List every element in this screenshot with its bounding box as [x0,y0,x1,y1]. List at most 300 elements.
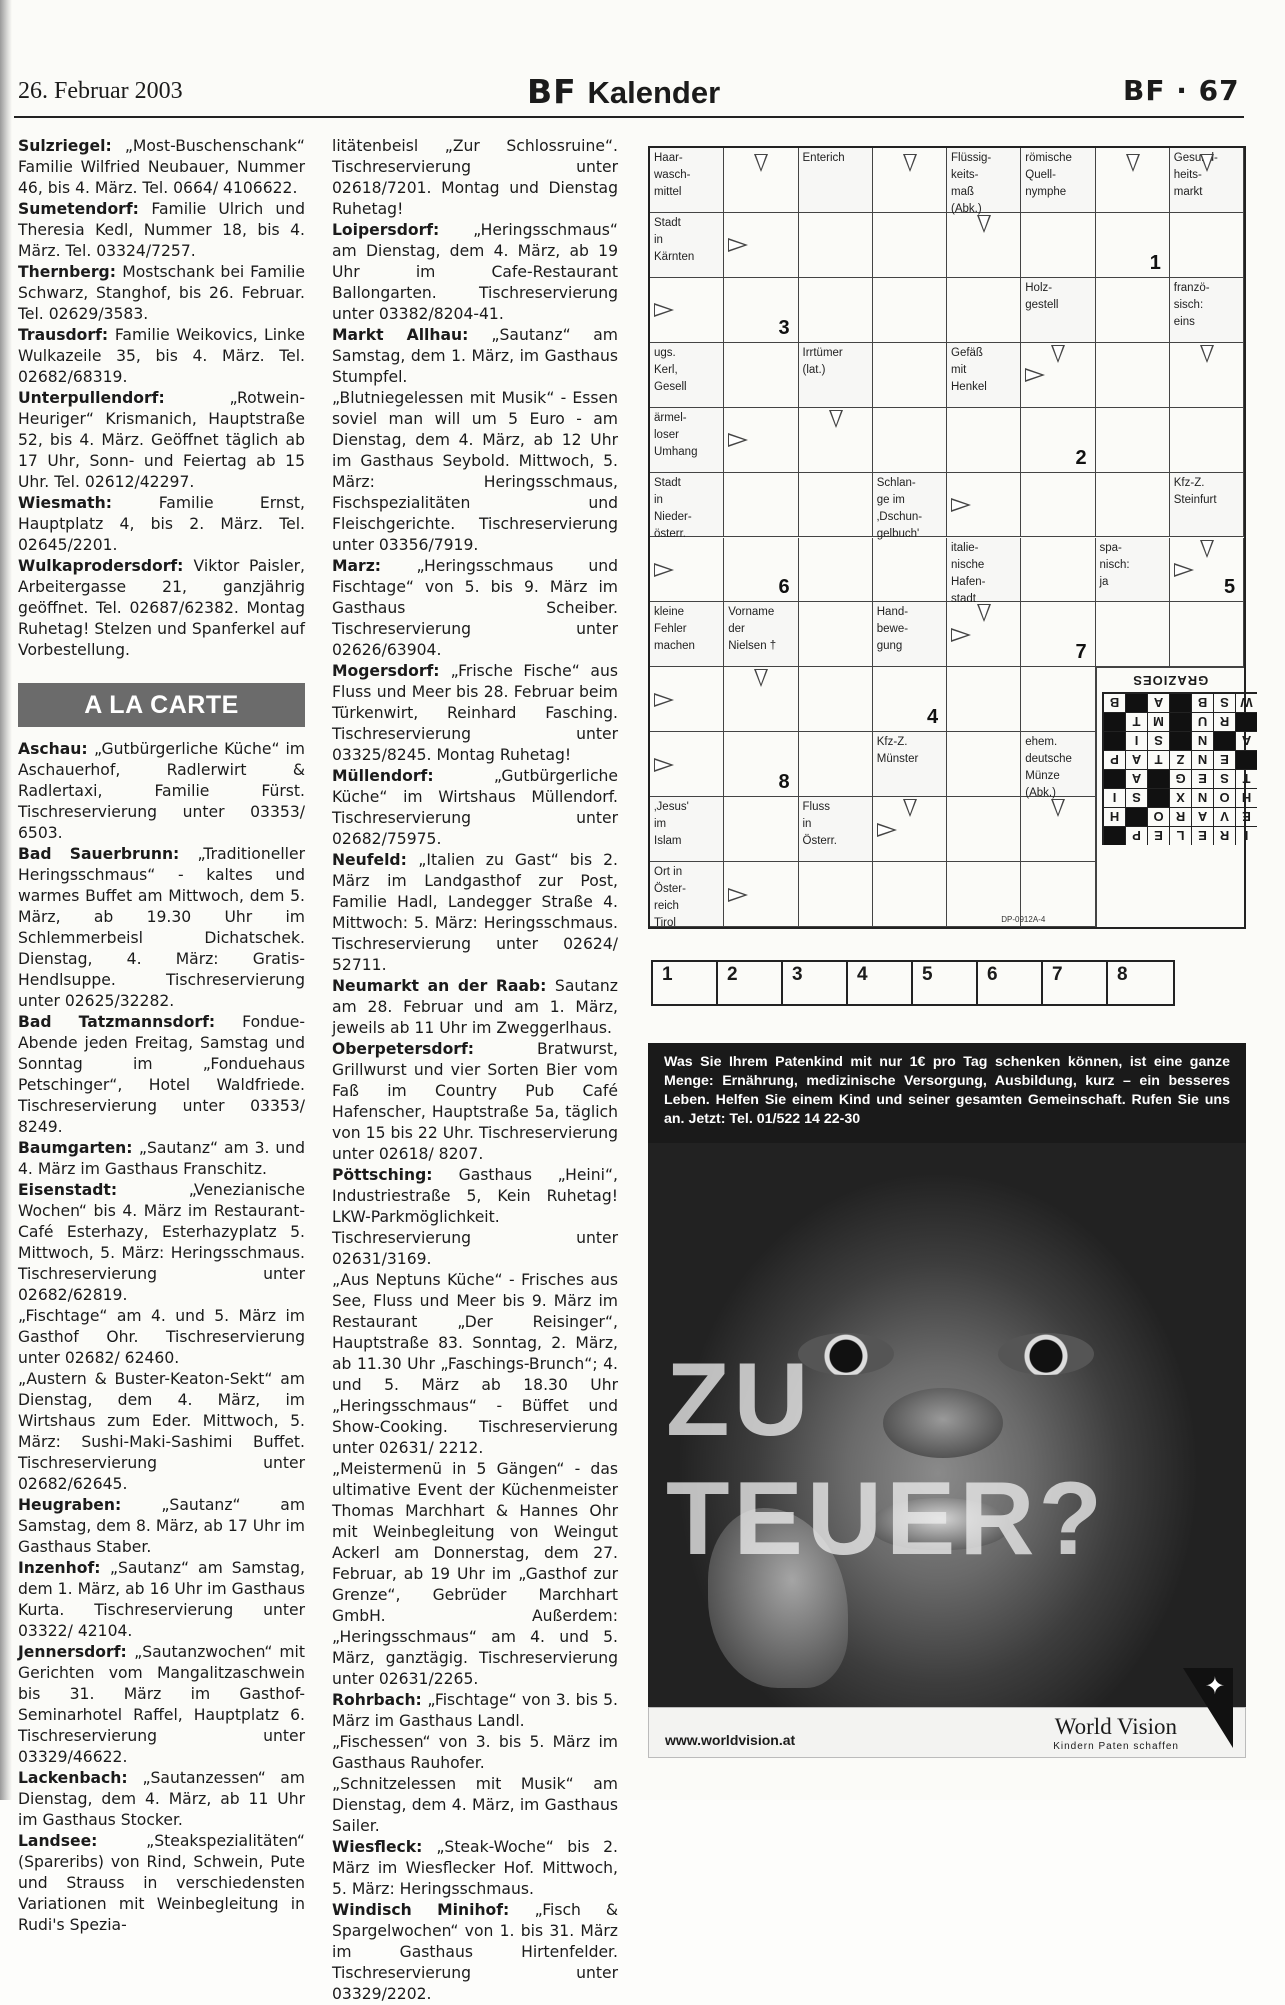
solution-box[interactable]: 5 [913,962,978,1004]
crossword-cell[interactable] [799,278,873,343]
solution-cell [1125,807,1147,826]
listing-text: Mostschank bei Familie Schwarz, Stanghof, bis 26. Februar. Tel. 02629/3583. [18,263,305,323]
listing-text: „Aus Neptuns Küche“ - Frisches aus See, Fluss und Meer bis 9. März im Restaurant „Der Reisinger“, Hauptstraße 83. Sonntag, 2. März, ab 11.30 Uhr „Faschings-Brunch“; 4. und 5. März ab 18.30 Uhr „Heringsschmaus“ - Büffet und Show-Cooking. Tischreservierung unter 02631/ 2212. [332,1271,618,1457]
listing-entry [332,1732,618,1774]
solution-cell: N [1191,788,1213,807]
solution-cell: R [1169,807,1191,826]
solution-box[interactable]: 1 [653,962,718,1004]
solution-cell: P [1103,750,1125,769]
column-1 [18,136,305,1936]
solution-cell: S [1147,731,1169,750]
solution-box[interactable]: 8 [1117,964,1128,985]
page-header [0,68,1285,116]
clue-text: Haar- wasch- mittel [654,152,691,198]
section-title [527,72,720,111]
crossword-cell[interactable] [873,213,947,278]
solution-cell: X [1169,788,1191,807]
solution-cell [1235,750,1257,769]
crossword-number: 1 [1149,251,1161,274]
listing-entry [18,1495,305,1558]
solution-cell: A [1147,693,1169,712]
arrow-right-icon [654,758,674,772]
heurigen-list [18,136,305,661]
crossword-cell[interactable] [799,862,873,927]
header-rule [14,116,1244,118]
clue-text: franzö- sisch: eins [1173,281,1210,328]
solution-cell: I [1103,788,1125,807]
solution-box[interactable]: 2 [718,962,783,1004]
clue-text: ärmel- loser Umhang [654,411,698,458]
clue-text: Irrtümer (lat.) [802,346,843,376]
listing-entry [332,388,618,556]
listing-text: „Steakspezialitäten“ (Spareribs) von Rind, Schwein, Pute und Strauss in verschiedensten Variationen mit Weinbegleitung in Rudi's Spezia- [18,1832,305,1934]
solution-cell: S [1125,788,1147,807]
listing-text: „Heringsschmaus“ am Dienstag, dem 4. März, ab 19 Uhr im Cafe-Restaurant Ballongarten. Tischreservierung unter 03382/8204-41. [332,221,618,323]
crossword-cell[interactable] [1170,213,1244,278]
listing-entry [332,325,618,388]
crossword-number: 7 [1075,641,1087,664]
solution-cell: O [1213,788,1235,807]
clue-text: Gesund- heits- markt [1173,152,1218,198]
crossword-clue [947,343,1021,408]
listing-place: Müllendorf: [332,767,494,785]
solution-cell: E [1191,769,1213,788]
crossword-clue [873,732,947,797]
arrow-down-icon [903,799,917,817]
listing-place: Thernberg: [18,263,123,281]
clue-text: Schlan- ge im ‚Dschun- gelbuch' [876,476,923,540]
arrow-down-icon [1200,154,1214,172]
listing-text: „Sautanzwochen“ mit Gerichten vom Mangalitzaschwein bis 31. März im Gasthof-Seminarhotel Raffel, Hauptplatz 6. Tischreservierung unter 03329/46622. [18,1643,305,1766]
crossword-clue [1096,538,1170,603]
column-2 [332,136,618,2005]
listing-text: Viktor Paisler, Arbeitergasse 21, ganzjährig geöffnet. Tel. 02687/62382. Montag Ruhetag! Stelzen und Spanferkel auf Vorbestellung. [18,557,305,659]
listing-place: Wulkaprodersdorf: [18,557,194,575]
listing-entry [18,1012,305,1138]
crossword-number: 3 [778,316,790,339]
listing-entry [18,1642,305,1768]
crossword-cell[interactable] [799,732,873,797]
clue-text: Kfz-Z. Münster [876,736,919,766]
crossword-cell[interactable] [799,213,873,278]
solution-cell: R [1213,826,1235,845]
arrow-right-icon [728,238,748,252]
solution-cell: A [1191,807,1213,826]
upside-down-solution [1100,673,1253,845]
listing-text: „Sautanzessen“ am Dienstag, dem 4. März, ab 11 Uhr im Gasthaus Stocker. [18,1769,305,1829]
solution-cell [1103,769,1125,788]
listing-entry [332,1039,618,1165]
crossword-number: 8 [778,771,790,794]
listing-text: „Meistermenü in 5 Gängen“ - das ultimative Event der Küchenmeister Thomas Marchhart & Hannes Ohr mit Weinbegleitung von Weingut Ackerl am Donnerstag, dem 27. Februar, ab 19 Uhr im „Gasthof zur Grenze“, Gebrüder Marchhart GmbH. Außerdem: „Heringsschmaus“ am 4. und 5. März, ganztägig. Tischreservierung unter 02631/2265. [332,1460,618,1688]
listing-place: Bad Sauerbrunn: [18,845,198,863]
crossword-cell[interactable] [1170,602,1244,667]
clue-text: Hand- bewe- gung [876,606,909,653]
solution-cell [1103,712,1125,731]
listing-place: Sumetendorf: [18,200,152,218]
a-la-carte-banner: A LA CARTE [18,683,305,727]
crossword-number: 6 [778,576,790,599]
a-la-carte-list [18,739,305,1936]
crossword-cell[interactable] [947,667,1021,732]
listing-text: „Schnitzelessen mit Musik“ am Dienstag, dem 4. März, im Gasthaus Sailer. [332,1775,618,1835]
arrow-down-icon [829,410,843,428]
listing-text: „Austern & Buster-Keaton-Sekt“ am Dienstag, dem 4. März, im Wirtshaus zum Eder. Mittwoch, 5. März: Sushi-Maki-Sashimi Buffet. Tischreservierung unter 02682/62645. [18,1370,305,1493]
crossword-clue [1021,732,1095,800]
listing-place: Mogersdorf: [332,662,451,680]
listing-place: Aschau: [18,740,94,758]
solution-cell: O [1147,807,1169,826]
solution-box[interactable]: 3 [783,962,848,1004]
ad-headline: ZU TEUER? [666,1342,1106,1577]
solution-cell [1103,826,1125,845]
clue-text: Ort in Öster- reich Tirol [654,866,686,930]
arrow-down-icon [754,669,768,687]
crossword-cell[interactable] [873,343,947,408]
listing-entry [18,1768,305,1831]
crossword-clue [724,602,798,667]
ad-copy: Was Sie Ihrem Patenkind mit nur 1€ pro Tag schenken können, ist eine ganze Menge: Ernährung, medizinische Versorgung, Ausbildung, kurz – ein besseres Leben. Helfen Sie einem Kind und seiner gesamten Gemeinschaft. Rufen Sie uns an. Jetzt: Tel. 01/522 14 22-30 [648,1043,1246,1143]
listing-entry [332,1900,618,2005]
solution-cell: S [1213,769,1235,788]
listing-place: Landsee: [18,1832,147,1850]
listing-entry [332,976,618,1039]
arrow-right-icon [654,563,674,577]
solution-cell: B [1103,693,1125,712]
arrow-down-icon [1200,345,1214,363]
crossword-clue [1021,148,1095,213]
listing-place: Wiesfleck: [332,1838,437,1856]
solution-cell: H [1103,807,1125,826]
solution-cell: L [1169,826,1191,845]
listing-entry [18,1306,305,1369]
solution-cell: P [1125,826,1147,845]
listing-text: Sautanz am 28. Februar und am 1. März, jeweils ab 11 Uhr im Zweggerlhaus. [332,977,618,1037]
crossword-clue [873,473,947,538]
solution-cell: W [1235,693,1257,712]
crossword-clue [799,148,873,213]
listing-text: Familie Ulrich und Theresia Kedl, Nummer 18, bis 4. März. Tel. 03324/7257. [18,200,305,260]
listing-text: Familie Ernst, Hauptplatz 4, bis 2. März. Tel. 02645/2201. [18,494,305,554]
section-name: Kalender [587,75,721,110]
listing-place: Bad Tatzmannsdorf: [18,1013,243,1031]
crossword-clue [650,602,724,667]
crossword-cell[interactable] [1096,278,1170,343]
brand-tagline: Kindern Paten schaffen [1053,1741,1179,1752]
listing-entry [332,1690,618,1732]
listing-text: „Fischtage“ am 4. und 5. März im Gasthof Ohr. Tischreservierung unter 02682/ 62460. [18,1307,305,1367]
crossword-cell[interactable] [873,862,947,927]
solution-cell: E [1235,807,1257,826]
crossword-cell[interactable] [799,538,873,603]
crossword-clue [650,473,724,538]
crossword-cell[interactable] [724,343,798,408]
puzzle-code: DP-0912A-4 [1001,915,1046,924]
clue-text: Vorname der Nielsen † [728,606,777,653]
arrow-down-icon [903,154,917,172]
crossword-cell[interactable] [1170,408,1244,473]
listing-text: „Sautanz“ am Samstag, dem 1. März, im Gasthaus Stumpfel. [332,326,618,386]
listing-entry [332,1165,618,1270]
crossword-clue [650,797,724,862]
crossword-cell[interactable] [1021,213,1095,278]
crossword-cell[interactable] [724,797,798,862]
clue-text: Kfz-Z. Steinfurt [1173,476,1217,506]
arrow-down-icon [977,215,991,233]
arrow-down-icon [1126,154,1140,172]
solution-cell: V [1213,807,1235,826]
solution-cell [1169,731,1191,750]
arrow-down-icon [754,154,768,172]
solution-cell: N [1191,750,1213,769]
crossword-puzzle [648,146,1253,930]
listing-entry [332,661,618,766]
listing-text: Familie Weikovics, Linke Wulkazeile 35, bis 4. März. Tel. 02682/68319. [18,326,305,386]
listing-entry [332,766,618,850]
listing-entry [18,844,305,1012]
listing-text: „Traditioneller Heringsschmaus“ - kaltes und warmes Buffet am Mittwoch, dem 5. März, ab 19.30 Uhr im Schlemmerbeisl Dichatschek. Dienstag, 4. März: Gratis-Hendlsuppe. Tischreservierung unter 02625/32282. [18,845,305,1010]
listing-text: „Frische Fische“ aus Fluss und Meer bis 28. Februar beim Türkenwirt, Reinhard Fasching. Tischreservierung unter 03325/8245. Montag Ruhetag! [332,662,618,764]
listing-entry [332,1837,618,1900]
listing-entry [332,1774,618,1837]
listing-place: Lackenbach: [18,1769,143,1787]
arrow-right-icon [877,823,897,837]
solution-cell: G [1169,769,1191,788]
a-la-carte-list-continued [332,136,618,2005]
solution-grid [1102,692,1257,845]
listing-text: Bratwurst, Grillwurst und vier Sorten Bier vom Faß im Country Pub Café Hafenscher, Hauptstraße 5a, täglich von 15 bis 22 Uhr. Tischreservierung unter 02618/ 8207. [332,1040,618,1163]
listing-place: Oberpetersdorf: [332,1040,537,1058]
solution-cell: H [1235,788,1257,807]
crossword-cell[interactable] [873,278,947,343]
crossword-cell[interactable] [799,473,873,538]
crossword-cell[interactable] [724,473,798,538]
listing-place: Neumarkt an der Raab: [332,977,555,995]
crossword-cell[interactable] [799,602,873,667]
clue-text: spa- nisch: ja [1099,541,1130,588]
crossword-clue [947,538,1021,603]
arrow-right-icon [654,303,674,317]
crossword-clue [650,343,724,408]
arrow-down-icon [977,604,991,622]
listing-place: Trausdorf: [18,326,115,344]
listing-entry [18,262,305,325]
listing-place: Marz: [332,557,417,575]
listing-entry [18,1138,305,1180]
listing-text: „Fischtage“ von 3. bis 5. März im Gasthaus Landl. [332,1691,618,1730]
solution-cell: T [1147,750,1169,769]
crossword-clue [1021,278,1095,343]
solution-cell [1169,693,1191,712]
solution-cell [1147,769,1169,788]
listing-place: Heugraben: [18,1496,162,1514]
arrow-down-icon [1200,540,1214,558]
crossword-clue [873,602,947,667]
listing-entry [18,1369,305,1495]
crossword-cell[interactable] [1021,473,1095,538]
solution-cell: T [1235,769,1257,788]
listing-place: Pöttsching: [332,1166,459,1184]
clue-text: ugs. Kerl, Gesell [654,346,687,393]
bf-logo: BF [527,72,577,111]
arrow-right-icon [951,628,971,642]
listing-entry [18,388,305,493]
crossword-cell[interactable] [947,278,1021,343]
clue-text: ehem. deutsche Münze (Abk.) [1025,736,1072,800]
crossword-clue [1170,473,1244,538]
crossword-cell[interactable] [1021,538,1095,603]
crossword-clue [947,148,1021,213]
crossword-cell[interactable] [947,732,1021,797]
crossword-clue [799,797,873,862]
listing-place: Wiesmath: [18,494,159,512]
clue-text: italie- nische Hafen- stadt [951,541,986,605]
arrow-right-icon [654,693,674,707]
solution-cell: T [1125,712,1147,731]
crossword-clue [650,148,724,213]
crossword-clue [799,343,873,408]
solution-cell: I [1235,826,1257,845]
listing-text: „Rotwein-Heuriger“ Krismanich, Hauptstraße 52, bis 4. März. Geöffnet täglich ab 17 Uhr, Sonn- und Feiertag ab 15 Uhr. Tel. 02612/42297. [18,389,305,491]
clue-text: Flüssig- keits- maß (Abk.) [951,152,992,215]
solution-cell [1213,731,1235,750]
solution-box[interactable]: 4 [848,962,913,1004]
listing-text: „Sautanz“ am Samstag, dem 8. März, ab 17 Uhr im Gasthaus Staber. [18,1496,306,1556]
crossword-cell[interactable] [1021,667,1095,732]
listing-entry [18,325,305,388]
listing-text: „Steak-Woche“ bis 2. März im Wiesflecker Hof. Mittwoch, 5. März: Heringsschmaus. [332,1838,618,1898]
listing-text: „Venezianische Wochen“ bis 4. März im Restaurant-Café Esterhazy, Esterhazyplatz 5. Mittwoch, 5. März: Heringsschmaus. Tischreservierung unter 02682/62819. [18,1181,305,1304]
solution-cell: S [1213,693,1235,712]
clue-text: Holz- gestell [1025,281,1059,311]
listing-text: „Blutniegelessen mit Musik“ - Essen soviel man will um 5 Euro - am Dienstag, dem 4. März, ab 12 Uhr im Gasthaus Seybold. Mittwoch, 5. März: Heringsschmaus, Fischspezialitäten und Fleischgerichte. Tischreservierung unter 03356/7919. [332,389,618,554]
crossword-cell[interactable] [873,538,947,603]
crossword-clue [1170,278,1244,343]
solution-cell: E [1213,750,1235,769]
listing-entry [332,136,618,220]
solution-cell [1147,788,1169,807]
crossword-number: 5 [1224,576,1236,599]
listing-text: Fondue-Abende jeden Freitag, Samstag und Sonntag im „Fonduehaus Petschinger“, Hotel Waldfriede. Tischreservierung unter 03353/ 8249. [18,1013,305,1136]
crossword-cell[interactable] [947,408,1021,473]
arrow-right-icon [728,433,748,447]
clue-text: Gefäß mit Henkel [951,346,987,393]
crossword-cell[interactable] [1096,343,1170,408]
listing-entry [18,739,305,844]
crossword-cell[interactable] [1096,602,1170,667]
clue-text: Fluss in Österr. [802,801,838,848]
brand-name: World Vision [1054,1714,1177,1739]
listing-entry [18,199,305,262]
arrow-down-icon [1051,345,1065,363]
listing-text: „Gutbürgerliche Küche“ im Aschauerhof, Radlerwirt & Radlertaxi, Familie Fürst. Tischreservierung unter 03353/ 6503. [18,740,306,842]
listing-entry [332,556,618,661]
solution-cell: M [1147,712,1169,731]
solution-cell: N [1191,731,1213,750]
solution-box[interactable]: 7 [1043,962,1108,1004]
solution-cell: A [1125,769,1147,788]
listing-place: Inzenhof: [18,1559,110,1577]
crossword-clue [650,862,724,930]
issue-date: 26. Februar 2003 [18,78,183,104]
listing-text: Gasthaus „Heini“, Industriestraße 5, Kein Ruhetag! LKW-Parkmöglichkeit. Tischreservierung unter 02631/3169. [332,1166,618,1268]
solution-cell: R [1213,712,1235,731]
listing-place: Markt Allhau: [332,326,492,344]
listing-entry [18,556,305,661]
arrow-down-icon [1051,799,1065,817]
crossword-cell[interactable] [1096,408,1170,473]
page-binding-edge [0,0,12,1800]
world-vision-ad [648,1043,1246,1758]
crossword-number: 2 [1075,446,1087,469]
arrow-right-icon [1025,368,1045,382]
solution-cell: Z [1169,750,1191,769]
listing-place: Sulzriegel: [18,137,125,155]
crossword-cell[interactable] [947,797,1021,862]
clue-text: ‚Jesus' im Islam [654,801,689,848]
solution-cell: U [1191,712,1213,731]
star-icon: ✦ [1204,1672,1225,1700]
solution-cell [1103,731,1125,750]
listing-entry [18,1558,305,1642]
listing-text: „Fischessen“ von 3. bis 5. März im Gasthaus Rauhofer. [332,1733,618,1772]
listing-text: „Gutbürgerliche Küche“ im Wirtshaus Müllendorf. Tischreservierung unter 02682/75975. [332,767,618,848]
crossword-cell[interactable] [1096,473,1170,538]
crossword-cell[interactable] [873,408,947,473]
arrow-right-icon [1174,563,1194,577]
listing-text: litätenbeisl „Zur Schlossruine“. Tischreservierung unter 02618/7201. Montag und Dienstag Ruhetag! [332,137,618,218]
listing-place: Loipersdorf: [332,221,474,239]
listing-place: Jennersdorf: [18,1643,135,1661]
listing-entry [332,1270,618,1459]
child-photo [648,1143,1246,1707]
listing-entry [18,493,305,556]
listing-place: Neufeld: [332,851,419,869]
listing-place: Unterpullendorf: [18,389,230,407]
solution-cell [1125,693,1147,712]
solution-cell: A [1125,750,1147,769]
listing-text: „Italien zu Gast“ bis 2. März im Landgasthof zur Post, Familie Hadl, Landegger Straße 4. Mittwoch: 5. März: Heringsschmaus. Tischreservierung unter 02624/ 52711. [332,851,618,974]
solution-cell [1169,712,1191,731]
crossword-clue [650,408,724,473]
page-number: BF · 67 [1123,74,1240,107]
solution-cell: I [1125,731,1147,750]
listing-place: Windisch Minihof: [332,1901,535,1919]
listing-text: „Sautanz“ am Samstag, dem 1. März, ab 16 Uhr im Gasthaus Kurta. Tischreservierung unter 03322/ 42104. [18,1559,306,1640]
ad-url[interactable]: www.worldvision.at [665,1732,796,1748]
listing-place: Eisenstadt: [18,1181,189,1199]
clue-text: Stadt in Kärnten [654,216,695,263]
listing-entry [332,1459,618,1690]
listing-entry [332,850,618,976]
clue-text: Stadt in Nieder- österr. [654,476,692,540]
crossword-cell[interactable] [799,667,873,732]
solution-box[interactable]: 6 [978,962,1043,1004]
listing-entry [332,220,618,325]
ad-footer [648,1672,1246,1758]
listing-text: „Heringsschmaus und Fischtage“ von 5. bis 9. März im Gasthaus Scheiber. Tischreservierung unter 02626/63904. [332,557,618,659]
clue-text: Enterich [802,152,845,164]
solution-row [651,960,1175,1006]
solution-cell: B [1191,693,1213,712]
solution-cell: E [1191,826,1213,845]
listing-entry [18,1831,305,1936]
listing-text: „Sautanz“ am 3. und 4. März im Gasthaus Franschitz. [18,1139,305,1178]
listing-entry [18,1180,305,1306]
listing-entry [18,136,305,199]
listing-place: Rohrbach: [332,1691,428,1709]
solution-cell [1235,712,1257,731]
